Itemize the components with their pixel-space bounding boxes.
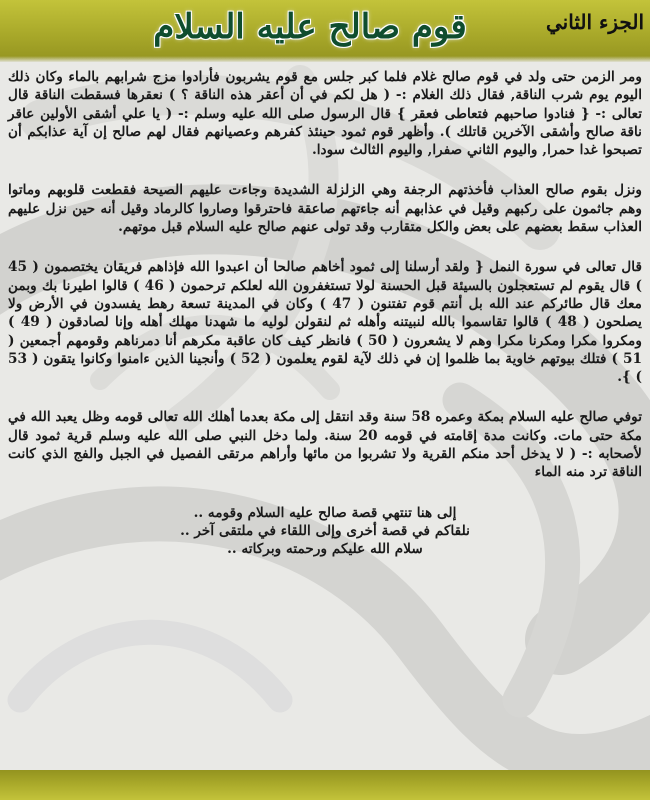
closing-line: سلام الله عليكم ورحمته وبركاته .. bbox=[227, 541, 423, 558]
story-text bbox=[8, 68, 642, 768]
paragraph: توفي صالح عليه السلام بمكة وعمره 58 سنة وقد انتقل إلى مكة بعدما أهلك الله تعالى قومه وظل يعبد الله في مكة حتى مات. وكانت مدة إقامته في قومه 20 سنة. ولما دخل النبي صلى الله عليه وسلم قرية ثمود قال لأصحابه :- ( لا يدخل أحد منكم القرية ولا تشربوا من مائها وأراهم مرتقى الفصيل في الجبل والفج الذي كانت الناقة ترد منه الماء bbox=[8, 409, 643, 481]
closing-line: نلقاكم في قصة أخرى وإلى اللقاء في ملتقى آخر .. bbox=[180, 522, 470, 539]
paragraph: قال تعالى في سورة النمل { ولقد أرسلنا إلى ثمود أخاهم صالحا أن اعبدوا الله فإذاهم فريقان يختصمون ( 45 ) قال يقوم لم تستعجلون بالسيئة قبل الحسنة لولا تستغفرون الله لعلكم ترحمون ( 46 ) قالوا اطيرنا بك وبمن معك قال طائركم عند الله بل أنتم قوم تفتنون ( 47 ) وكان في المدينة تسعة رهط يفسدون في الأرض ولا يصلحون ( 48 ) قالوا تقاسموا بالله لنبيتنه وأهله ثم لنقولن لوليه ما شهدنا مهلك أهله وإنا لصادقون ( 49 ) ومكروا مكرا ومكرنا مكرا وهم لا يشعرون ( 50 ) فانظر كيف كان عاقبة مكرهم أنا دمرناهم وقومهم أجمعين ( 51 ) فتلك بيوتهم خاوية بما ظلموا إن في ذلك لآية لقوم يعلمون ( 52 ) وأنجينا الذين ءامنوا وكانوا يتقون ( 53 ) }. bbox=[8, 259, 642, 386]
footer-band bbox=[0, 770, 650, 800]
closing-line: إلى هنا تنتهي قصة صالح عليه السلام وقومه .. bbox=[193, 504, 457, 521]
paragraph: ونزل بقوم صالح العذاب فأخذتهم الرجفة وهي الزلزلة الشديدة وجاءت عليهم الصيحة فقطعت قلوبهم وماتوا وهم جاثمون على ركبهم وقيل في عذابهم أنه جاءتهم صاعقة فاحترقوا وصاروا كالرماد وقيل أنه حين نزل عليهم العذاب سقط بعضهم على بعض والكل متقارب وقد تولى عنهم صالح عليه السلام قبل موتهم. bbox=[8, 182, 642, 236]
part-label: الجزء الثاني bbox=[546, 10, 644, 34]
closing-lines bbox=[8, 504, 642, 559]
page-title: قوم صالح عليه السلام bbox=[153, 7, 467, 47]
paragraph: ومر الزمن حتى ولد في قوم صالح غلام فلما كبر جلس مع قوم يشربون فأرادوا مزج شرابهم بالماء وكان ذلك اليوم يوم شرب الناقة, فقال ذلك الغلام :- ( هل لكم في أن أعقر هذه الناقة ؟ ) نعقرها فسقطت الناقة قال تعالى :- { فنادوا صاحبهم فتعاطى فعقر } قال الرسول صلى الله عليه وسلم :- ( يا علي أشقى الأولين عاقر ناقة صالح وأشقى الآخرين قاتلك ). وأظهر قوم ثمود حينئذ كفرهم وعصيانهم فقال لهم صالح إن آية عذابكم أن تصبحوا غدا حمرا, واليوم الثاني صفرا, واليوم الثالث سودا. bbox=[8, 69, 642, 159]
